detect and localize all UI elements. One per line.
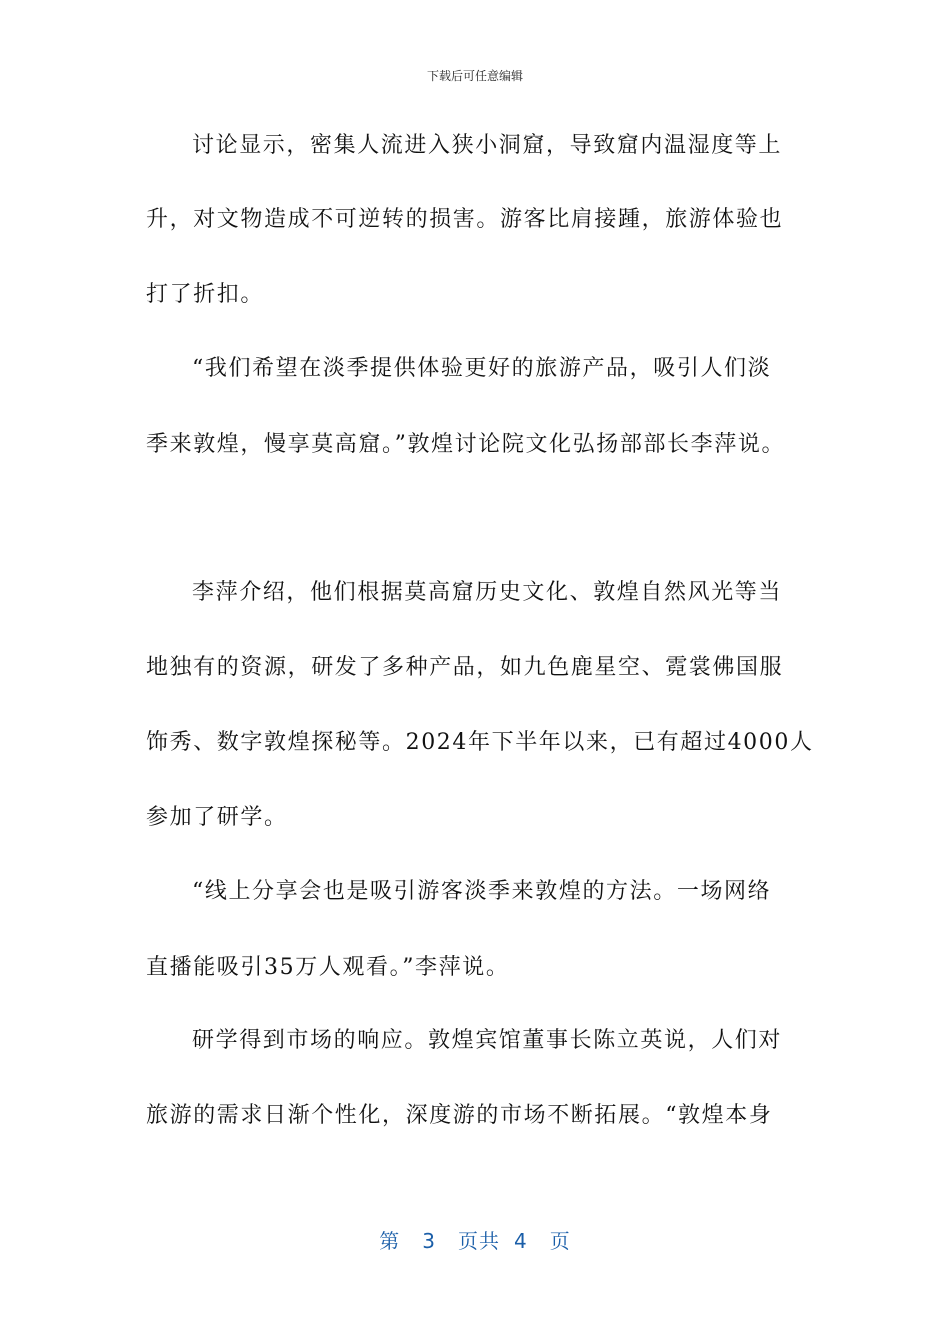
text-line: 研学得到市场的响应。敦煌宾馆董事长陈立英说，人们对: [192, 1028, 783, 1053]
header-note: 下载后可任意编辑: [426, 69, 523, 83]
text-line: “我们希望在淡季提供体验更好的旅游产品，吸引人们淡: [192, 356, 772, 381]
text-line: 参加了研学。: [146, 805, 288, 830]
text-line: 打了折扣。: [146, 282, 265, 307]
page-label-mid: 页共: [458, 1229, 500, 1253]
text-line: 旅游的需求日渐个性化，深度游的市场不断拓展。“敦煌本身: [146, 1103, 773, 1128]
text-line: 升，对文物造成不可逆转的损害。游客比肩接踵，旅游体验也: [146, 207, 784, 232]
text-line: “线上分享会也是吸引游客淡季来敦煌的方法。一场网络: [192, 879, 772, 904]
current-page-number: 3: [422, 1229, 436, 1253]
text-line: 地独有的资源，研发了多种产品，如九色鹿星空、霓裳佛国服: [146, 655, 784, 680]
text-line: 饰秀、数字敦煌探秘等。2024年下半年以来，已有超过4000人: [146, 730, 814, 755]
page-number-footer: [0, 1225, 950, 1254]
text-line: 季来敦煌，慢享莫高窟。”敦煌讨论院文化弘扬部部长李萍说。: [146, 432, 786, 457]
page-label-suffix: 页: [549, 1229, 571, 1253]
total-pages-number: 4: [514, 1229, 528, 1253]
text-line: 讨论显示，密集人流进入狭小洞窟，导致窟内温湿度等上: [192, 133, 783, 158]
page-label-prefix: 第: [379, 1229, 401, 1253]
text-line: 直播能吸引35万人观看。”李萍说。: [146, 955, 510, 980]
text-line: 李萍介绍，他们根据莫高窟历史文化、敦煌自然风光等当: [192, 580, 783, 605]
